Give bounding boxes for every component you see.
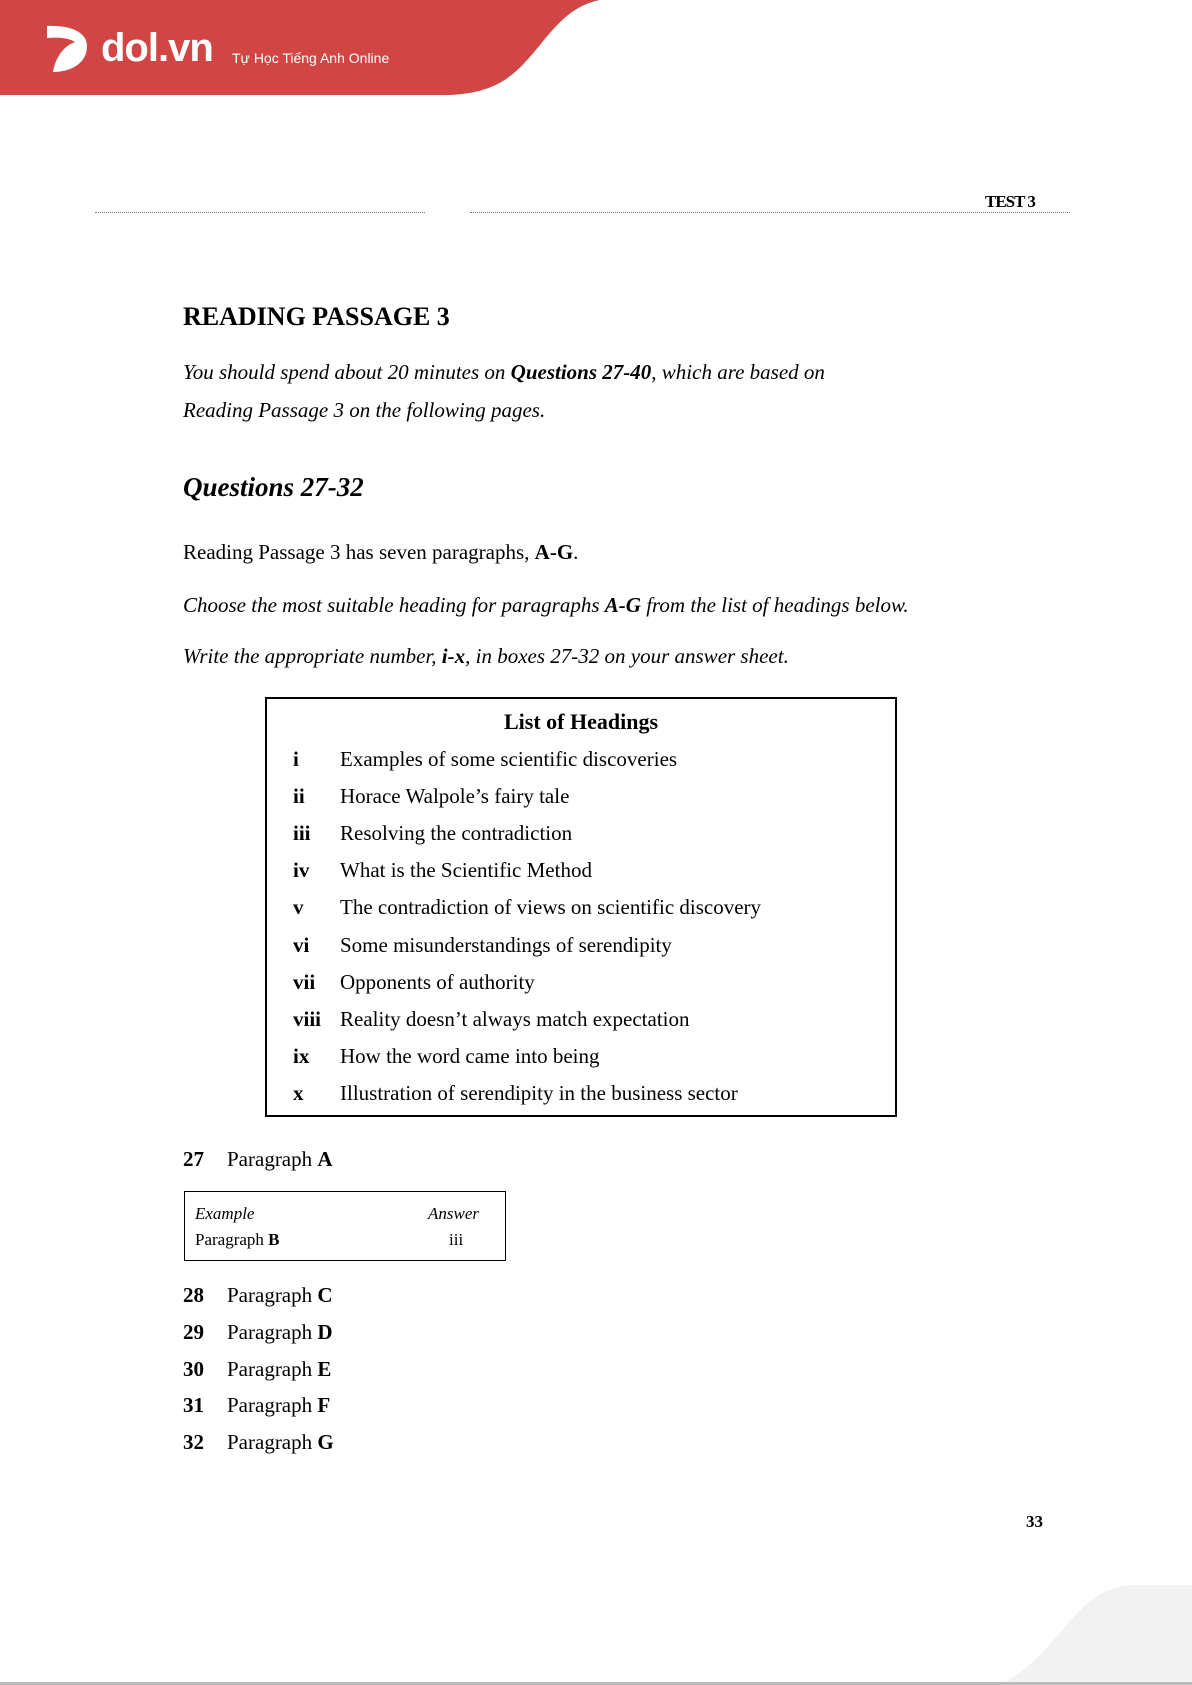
heading-numeral: ix — [293, 1043, 310, 1068]
question-item — [183, 1357, 331, 1382]
write-text: Write the appropriate number, — [183, 644, 442, 668]
intro-suffix: . — [573, 540, 579, 564]
question-number: 28 — [183, 1283, 204, 1307]
question-label: Paragraph — [227, 1147, 318, 1171]
heading-text: Horace Walpole’s fairy tale — [340, 784, 570, 809]
corner-decoration — [1000, 1585, 1192, 1685]
test-label: TEST 3 — [985, 192, 1035, 211]
example-box — [184, 1191, 506, 1261]
instruction-questions: Questions 27-40 — [510, 360, 652, 384]
heading-numeral: v — [293, 895, 304, 920]
section-title: READING PASSAGE 3 — [183, 302, 450, 331]
question-label: Paragraph — [227, 1430, 318, 1455]
question-label: Paragraph — [227, 1283, 318, 1307]
heading-numeral: x — [293, 1080, 304, 1105]
intro-text: Reading Passage 3 has seven paragraphs, — [183, 540, 535, 564]
question-27 — [183, 1147, 333, 1172]
dol-logo-icon — [45, 24, 91, 74]
question-letter: D — [317, 1319, 333, 1344]
question-label: Paragraph — [227, 1393, 318, 1418]
question-label: Paragraph — [227, 1319, 318, 1344]
question-number: 30 — [183, 1356, 204, 1381]
example-answer: iii — [449, 1230, 464, 1249]
page-number: 33 — [1026, 1512, 1043, 1531]
instruction-suffix: , which are based on — [651, 360, 825, 384]
question-letter: A — [317, 1147, 333, 1171]
heading-text: Illustration of serendipity in the business sector — [340, 1080, 738, 1105]
heading-text: How the word came into being — [340, 1043, 600, 1068]
heading-numeral: iii — [293, 821, 311, 846]
heading-text: What is the Scientific Method — [340, 858, 592, 883]
write-instruction — [183, 644, 789, 669]
question-item — [183, 1393, 330, 1418]
intro-range: A-G — [534, 540, 574, 564]
heading-text: Examples of some scientific discoveries — [340, 747, 678, 771]
heading-text: Opponents of authority — [340, 969, 535, 994]
questions-title: Questions 27-32 — [183, 472, 364, 502]
heading-numeral: vii — [293, 969, 316, 994]
example-paragraph-label: Paragraph — [195, 1230, 269, 1249]
header-rule-left — [95, 212, 425, 215]
list-title: List of Headings — [503, 709, 659, 734]
question-letter: F — [317, 1393, 331, 1418]
choose-text: Choose the most suitable heading for paragraphs — [183, 593, 605, 617]
choose-instruction — [183, 593, 909, 618]
heading-numeral: ii — [293, 784, 305, 809]
heading-numeral: viii — [293, 1006, 322, 1031]
question-item — [183, 1283, 333, 1308]
question-item — [183, 1320, 333, 1345]
example-paragraph — [195, 1230, 280, 1250]
write-range: i-x — [441, 644, 466, 668]
heading-text: Reality doesn’t always match expectation — [340, 1006, 690, 1031]
question-letter: G — [317, 1430, 334, 1455]
question-letter: E — [317, 1356, 332, 1381]
example-paragraph-letter: B — [268, 1230, 280, 1249]
instruction-prefix: You should spend about 20 minutes on — [183, 360, 511, 384]
instruction-line-1 — [183, 360, 825, 385]
question-number: 31 — [183, 1393, 204, 1418]
heading-text: The contradiction of views on scientific discovery — [340, 895, 762, 920]
question-number: 27 — [183, 1147, 204, 1171]
brand-name[interactable]: dol.vn — [101, 26, 213, 70]
list-of-headings-box — [265, 697, 897, 1117]
answer-label: Answer — [428, 1204, 479, 1223]
questions-intro — [183, 540, 578, 565]
question-letter: C — [317, 1283, 333, 1307]
question-number: 29 — [183, 1319, 204, 1344]
write-suffix: , in boxes 27-32 on your answer sheet. — [465, 644, 789, 668]
heading-text: Resolving the contradiction — [340, 821, 573, 846]
heading-numeral: i — [293, 747, 299, 771]
header-rule-right — [470, 212, 1070, 215]
instruction-line-2: Reading Passage 3 on the following pages. — [183, 398, 546, 422]
brand-tagline: Tự Học Tiếng Anh Online — [232, 50, 390, 66]
heading-numeral: vi — [293, 932, 310, 957]
choose-range: A-G — [604, 593, 641, 617]
question-item — [183, 1430, 334, 1455]
choose-suffix: from the list of headings below. — [640, 593, 909, 617]
question-number: 32 — [183, 1430, 204, 1455]
example-label: Example — [195, 1204, 255, 1223]
heading-numeral: iv — [293, 858, 310, 883]
question-label: Paragraph — [227, 1356, 318, 1381]
heading-text: Some misunderstandings of serendipity — [340, 932, 672, 957]
